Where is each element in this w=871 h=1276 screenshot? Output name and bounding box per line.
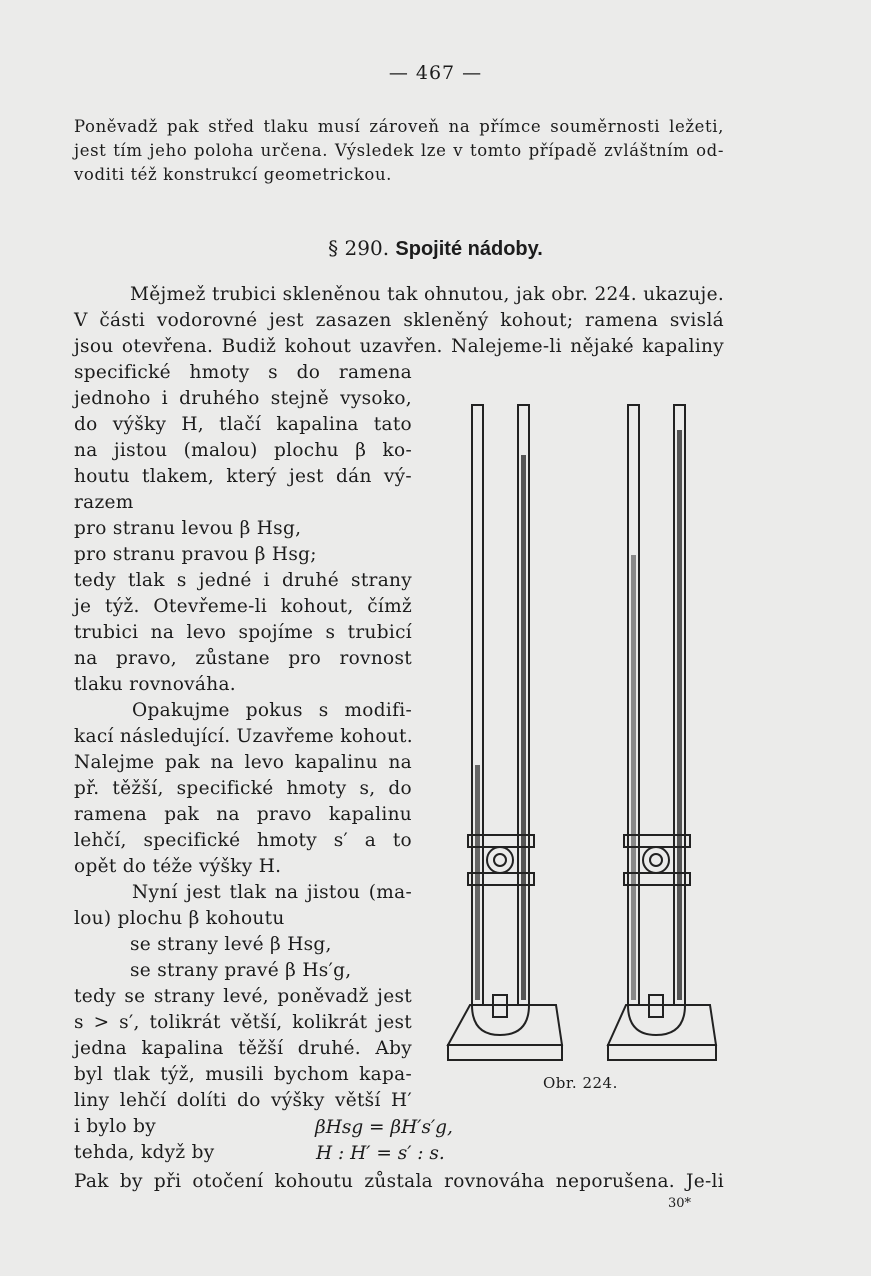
text-line: byl tlak týž, musili bychom kapa- (74, 1064, 412, 1085)
text-line: voditi též konstrukcí geometrickou. (74, 165, 393, 184)
equation-pressure: βHsg = βH′s′g, (315, 1117, 453, 1138)
text-line: specifické hmoty s do ramena (74, 362, 412, 383)
text-line: jednoho i druhého stejně vysoko, (74, 388, 412, 409)
text-line: jsou otevřena. Budiž kohout uzavřen. Nalejeme-li nějaké kapaliny (74, 336, 724, 357)
text-line: se strany pravé β Hs′g, (130, 960, 352, 981)
signature-mark: 30* (668, 1196, 692, 1211)
text-line: kací následující. Uzavřeme kohout. (74, 726, 413, 747)
text-line: do výšky H, tlačí kapalina tato (74, 414, 412, 435)
text-line: Poněvadž pak střed tlaku musí zároveň na přímce souměrnosti ležeti, (74, 117, 724, 136)
text-line: trubici na levo spojíme s trubicí (74, 622, 412, 643)
text-line: liny lehčí dolíti do výšky větší H′ (74, 1090, 412, 1111)
body-column (74, 360, 412, 1166)
text-line: je týž. Otevřeme-li kohout, čímž (74, 596, 412, 617)
section-number: § 290. (328, 236, 390, 260)
text-line: Opakujme pokus s modifi- (132, 700, 412, 721)
text-line: Pak by při otočení kohoutu zůstala rovnováha neporušena. Je-li (74, 1171, 724, 1192)
apparatus-right (608, 405, 716, 1060)
text-line: lou) plochu β kohoutu (74, 908, 285, 929)
intro-paragraph (74, 115, 724, 187)
text-line: Nyní jest tlak na jistou (ma- (132, 882, 412, 903)
section-title: Spojité nádoby. (395, 238, 543, 260)
text-line: se strany levé β Hsg, (130, 934, 332, 955)
text-line: razem (74, 492, 134, 513)
text-line: pro stranu pravou β Hsg; (74, 544, 317, 565)
text-line: př. těžší, specifické hmoty s, do (74, 778, 412, 799)
text-line: lehčí, specifické hmoty s′ a to (74, 830, 412, 851)
apparatus-left (448, 405, 562, 1060)
text-line: ramena pak na pravo kapalinu (74, 804, 412, 825)
text-line: jest tím jeho poloha určena. Výsledek lze v tomto případě zvláštním od- (74, 141, 724, 160)
text-line: na jistou (malou) plochu β ko- (74, 440, 412, 461)
text-line: houtu tlakem, který jest dán vý- (74, 466, 412, 487)
text-line: Mějmež trubici skleněnou tak ohnutou, jak obr. 224. ukazuje. (130, 284, 724, 305)
figure-caption: Obr. 224. (543, 1074, 618, 1092)
text-line: s > s′, tolikrát větší, kolikrát jest (74, 1012, 412, 1033)
equation-ratio: H : H′ = s′ : s. (316, 1143, 445, 1164)
text-line: pro stranu levou β Hsg, (74, 518, 302, 539)
text-line: Nalejme pak na levo kapalinu na (74, 752, 412, 773)
section-heading (0, 236, 871, 261)
page-number: — 467 — (388, 62, 483, 84)
text-line: V části vodorovné jest zasazen skleněný kohout; ramena svislá (74, 310, 724, 331)
figure-communicating-vessels (440, 395, 730, 1075)
text-line: jedna kapalina těžší druhé. Aby (74, 1038, 412, 1059)
text-line: tlaku rovnováha. (74, 674, 236, 695)
text-line: i bylo by (74, 1116, 157, 1137)
text-line: tedy se strany levé, poněvadž jest (74, 986, 412, 1007)
text-line: na pravo, zůstane pro rovnost (74, 648, 412, 669)
text-line: opět do téže výšky H. (74, 856, 282, 877)
text-line: tehda, když by (74, 1142, 215, 1163)
text-line: tedy tlak s jedné i druhé strany (74, 570, 412, 591)
